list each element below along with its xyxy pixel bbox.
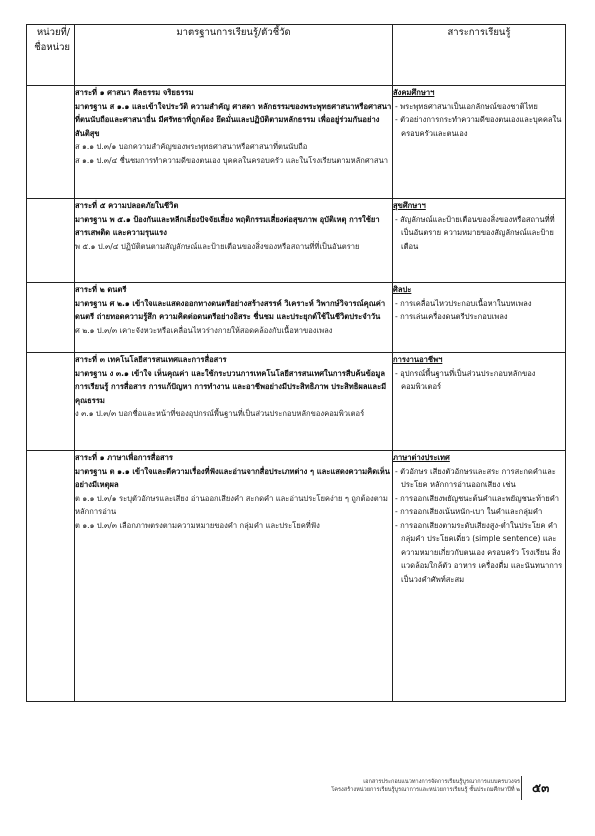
unit-cell <box>27 86 75 199</box>
unit-cell <box>27 451 75 702</box>
content-cell <box>393 283 566 353</box>
indicator-text: ง ๓.๑ ป.๓/๓ บอกชื่อและหน้าที่ของอุปกรณ์พื้นฐานที่เป็นส่วนประกอบหลักของคอมพิวเตอร์ <box>75 409 365 418</box>
standard-text: มาตรฐาน ง ๓.๑ เข้าใจ เห็นคุณค่า และใช้กระบวนการเทคโนโลยีสารสนเทศในการสืบค้นข้อมูล การเรียนรู้ การสื่อสาร การแก้ปัญหา การทำงาน และอาชีพอย่างมีประสิทธิภาพ ประสิทธิผลและมีคุณธรรม <box>75 368 387 405</box>
strand-title: สาระที่ ๓ เทคโนโลยีสารสนเทศและการสื่อสาร <box>75 355 227 364</box>
page-footer <box>250 778 520 794</box>
strand-title: สาระที่ ๕ ความปลอดภัยในชีวิต <box>75 201 179 210</box>
table-row <box>27 86 566 199</box>
standards-cell <box>75 283 393 353</box>
content-item: - สัญลักษณ์และป้ายเตือนของสิ่งของหรือสถานที่ที่เป็นอันตราย ความหมายของสัญลักษณ์และป้ายเตือน <box>395 214 555 251</box>
content-item: - ตัวอย่างการกระทำความดีของตนเองและบุคคลในครอบครัวและตนเอง <box>395 115 562 138</box>
subject-title: ศิลปะ <box>393 285 412 294</box>
content-item: - ตัวอักษร เสียงตัวอักษรและสระ การสะกดคำและประโยค หลักการอ่านออกเสียง เช่น <box>395 466 556 489</box>
indicator-text: ต ๑.๑ ป.๓/๓ เลือกภาพตรงตามความหมายของคำ กลุ่มคำ และประโยคที่ฟัง <box>75 520 320 530</box>
strand-title: สาระที่ ๑ ศาสนา ศีลธรรม จริยธรรม <box>75 88 194 97</box>
standards-cell <box>75 199 393 283</box>
unit-cell <box>27 353 75 451</box>
indicator-text: ศ ๒.๑ ป.๓/๓ เคาะจังหวะหรือเคลื่อนไหวร่างกายให้สอดคล้องกับเนื้อหาของเพลง <box>75 325 333 335</box>
subject-title: การงานอาชีพฯ <box>393 355 443 364</box>
content-item: - อุปกรณ์พื้นฐานที่เป็นส่วนประกอบหลักของคอมพิวเตอร์ <box>395 368 536 391</box>
footer-line: เอกสารประกอบแนวทางการจัดการเรียนรู้บูรณาการแบบครบวงจร <box>363 779 520 785</box>
content-item: - การเล่นเครื่องดนตรีประกอบเพลง <box>395 312 508 321</box>
content-item: - การออกเสียงพยัญชนะต้นคำและพยัญชนะท้ายคำ <box>395 493 560 503</box>
table-row <box>27 199 566 283</box>
standard-text: มาตรฐาน ต ๑.๑ เข้าใจและตีความเรื่องที่ฟังและอ่านจากสื่อประเภทต่าง ๆ และแสดงความคิดเห็นอย่างมีเหตุผล <box>75 466 390 489</box>
content-item: - การออกเสียงเน้นหนัก-เบา ในคำและกลุ่มคำ <box>395 507 543 516</box>
standard-text: มาตรฐาน พ ๕.๑ ป้องกันและหลีกเลี่ยงปัจจัยเสี่ยง พฤติกรรมเสี่ยงต่อสุขภาพ อุบัติเหตุ การใช้ยา สารเสพติด และความรุนแรง <box>75 214 380 237</box>
standards-column-header: มาตรฐานการเรียนรู้/ตัวชี้วัด <box>75 25 393 86</box>
indicator-text: ส ๑.๑ ป.๓/๑ บอกความสำคัญของพระพุทธศาสนาหรือศาสนาที่ตนนับถือ <box>75 142 308 151</box>
content-cell <box>393 86 566 199</box>
unit-cell <box>27 283 75 353</box>
content-column-header: สาระการเรียนรู้ <box>393 25 566 86</box>
subject-title: สุขศึกษาฯ <box>393 201 426 210</box>
standard-text: มาตรฐาน ศ ๒.๑ เข้าใจและแสดงออกทางดนตรีอย่างสร้างสรรค์ วิเคราะห์ วิพากษ์วิจารณ์คุณค่าดนตรี ถ่ายทอดความรู้สึก ความคิดต่อดนตรีอย่างอิสระ ชื่นชม และประยุกต์ใช้ในชีวิตประจำวัน <box>75 298 386 321</box>
strand-title: สาระที่ ๒ ดนตรี <box>75 285 127 294</box>
indicator-text: ต ๑.๑ ป.๓/๑ ระบุตัวอักษรและเสียง อ่านออกเสียงคำ สะกดคำ และอ่านประโยคง่าย ๆ ถูกต้องตามหลักการอ่าน <box>75 493 388 516</box>
content-cell <box>393 353 566 451</box>
subject-title: สังคมศึกษาฯ <box>393 88 435 97</box>
unit-column-header: หน่วยที่/ ชื่อหน่วย <box>27 25 75 86</box>
curriculum-table <box>26 24 566 702</box>
table-row <box>27 283 566 353</box>
footer-line: โครงสร้างหน่วยการเรียนรู้บูรณาการและหน่วยการเรียนรู้ ชั้นประถมศึกษาปีที่ ๒ <box>331 787 520 793</box>
footer-divider <box>521 776 522 800</box>
indicator-text: พ ๕.๑ ป.๓/๔ ปฏิบัติตนตามสัญลักษณ์และป้ายเตือนของสิ่งของหรือสถานที่ที่เป็นอันตราย <box>75 241 360 251</box>
table-header-row <box>27 25 566 86</box>
strand-title: สาระที่ ๑ ภาษาเพื่อการสื่อสาร <box>75 453 173 462</box>
page-number: ๕๓ <box>532 781 550 795</box>
content-cell <box>393 451 566 702</box>
standards-cell <box>75 86 393 199</box>
content-item: - การเคลื่อนไหวประกอบเนื้อหาในบทเพลง <box>395 298 532 308</box>
indicator-text: ส ๑.๑ ป.๓/๔ ชื่นชมการทำความดีของตนเอง บุคคลในครอบครัว และในโรงเรียนตามหลักศาสนา <box>75 155 389 165</box>
standard-text: มาตรฐาน ส ๑.๑ และเข้าใจประวัติ ความสำคัญ ศาสดา หลักธรรมของพระพุทธศาสนาหรือศาสนาที่ตนนับถือและศาสนาอื่น มีศรัทธาที่ถูกต้อง ยึดมั่นและปฏิบัติตามหลักธรรม เพื่ออยู่ร่วมกันอย่างสันติสุข <box>75 101 392 138</box>
content-item: - พระพุทธศาสนาเป็นเอกลักษณ์ของชาติไทย <box>395 101 538 111</box>
content-cell <box>393 199 566 283</box>
unit-cell <box>27 199 75 283</box>
standards-cell <box>75 353 393 451</box>
content-item: - การออกเสียงตามระดับเสียงสูง-ต่ำในประโยค คำ กลุ่มคำ ประโยคเดี่ยว (simple sentence) และความหมายเกี่ยวกับตนเอง ครอบครัว โรงเรียน สิ่งแวดล้อมใกล้ตัว อาหาร เครื่องดื่ม และนันทนาการ เป็นวงคำศัพท์สะสม <box>395 520 563 584</box>
table-row <box>27 451 566 702</box>
subject-title: ภาษาต่างประเทศ <box>393 453 450 462</box>
standards-cell <box>75 451 393 702</box>
table-row <box>27 353 566 451</box>
